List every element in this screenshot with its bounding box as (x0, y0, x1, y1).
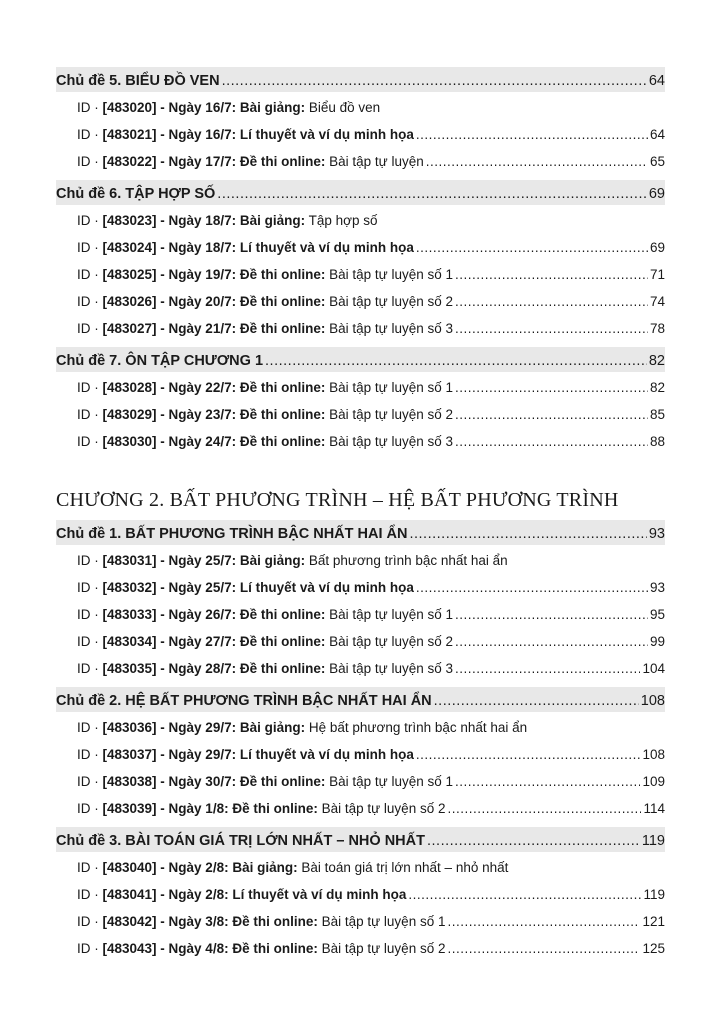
page-number: 69 (648, 186, 665, 202)
leader-dots (447, 941, 640, 956)
leader-dots (455, 321, 648, 336)
page-number: 114 (643, 801, 665, 816)
leader-dots (416, 127, 648, 142)
toc-entry: ID · [483035] - Ngày 28/7: Đề thi online: Bài tập tự luyện số 3 ..... 104 (56, 653, 665, 680)
topic-heading (56, 687, 665, 712)
page-number: 71 (649, 267, 665, 282)
topic-group (56, 687, 665, 820)
toc-entry: ID · [483030] - Ngày 24/7: Đề thi online: Bài tập tự luyện số 3 ..... 88 (56, 426, 665, 453)
toc-entry: ID · [483028] - Ngày 22/7: Đề thi online: Bài tập tự luyện số 1 ..... 82 (56, 372, 665, 399)
toc-entry: ID · [483032] - Ngày 25/7: Lí thuyết và ví dụ minh họa ..... 93 (56, 572, 665, 599)
page-number: 65 (649, 154, 665, 169)
page-number: 93 (649, 580, 665, 595)
leader-dots (455, 267, 648, 282)
leader-dots (455, 661, 640, 676)
topic-heading (56, 347, 665, 372)
leader-dots (447, 914, 640, 929)
topic-heading (56, 180, 665, 205)
page-number: 74 (649, 294, 665, 309)
topic-label: Chủ đề 2. HỆ BẤT PHƯƠNG TRÌNH BẬC NHẤT HAI ẨN (56, 693, 432, 709)
page-number: 88 (649, 434, 665, 449)
table-of-contents (56, 67, 665, 967)
leader-dots (455, 634, 648, 649)
page-number: 64 (649, 127, 665, 142)
leader-dots (427, 833, 640, 849)
toc-entry: ID · [483033] - Ngày 26/7: Đề thi online: Bài tập tự luyện số 1 ..... 95 (56, 599, 665, 626)
page-number: 93 (648, 526, 665, 542)
chapter-heading: CHƯƠNG 2. BẤT PHƯƠNG TRÌNH – HỆ BẤT PHƯƠNG TRÌNH (56, 489, 619, 511)
toc-entry: ID · [483029] - Ngày 23/7: Đề thi online: Bài tập tự luyện số 2 ..... 85 (56, 399, 665, 426)
leader-dots (455, 607, 648, 622)
page-number: 82 (648, 353, 665, 369)
leader-dots (217, 186, 647, 202)
page-number: 104 (642, 661, 665, 676)
leader-dots (447, 801, 641, 816)
leader-dots (455, 407, 648, 422)
leader-dots (416, 580, 648, 595)
toc-entry: ID · [483041] - Ngày 2/8: Lí thuyết và ví dụ minh họa ..... 119 (56, 879, 665, 906)
toc-entry: ID · [483020] - Ngày 16/7: Bài giảng: Biểu đồ ven (77, 100, 381, 115)
page-number: 121 (642, 914, 665, 929)
topic-label: Chủ đề 1. BẤT PHƯƠNG TRÌNH BẬC NHẤT HAI ẨN (56, 526, 408, 542)
toc-entry: ID · [483040] - Ngày 2/8: Bài giảng: Bài toán giá trị lớn nhất – nhỏ nhất (77, 860, 509, 875)
toc-entry: ID · [483022] - Ngày 17/7: Đề thi online: Bài tập tự luyện ..... 65 (56, 146, 665, 173)
toc-entry: ID · [483042] - Ngày 3/8: Đề thi online: Bài tập tự luyện số 1 ..... 121 (56, 906, 665, 933)
leader-dots (416, 747, 641, 762)
toc-entry: ID · [483025] - Ngày 19/7: Đề thi online: Bài tập tự luyện số 1 ..... 71 (56, 259, 665, 286)
page-number: 119 (641, 833, 665, 849)
toc-entry: ID · [483037] - Ngày 29/7: Lí thuyết và ví dụ minh họa ..... 108 (56, 739, 665, 766)
leader-dots (222, 73, 647, 89)
leader-dots (455, 380, 648, 395)
page-number: 109 (642, 774, 665, 789)
topic-group (56, 347, 665, 453)
topic-heading (56, 520, 665, 545)
topic-label: Chủ đề 3. BÀI TOÁN GIÁ TRỊ LỚN NHẤT – NHỎ NHẤT (56, 833, 425, 849)
page-number: 99 (649, 634, 665, 649)
toc-entry: ID · [483038] - Ngày 30/7: Đề thi online: Bài tập tự luyện số 1 ..... 109 (56, 766, 665, 793)
leader-dots (434, 693, 639, 709)
page-number: 69 (649, 240, 665, 255)
page-number: 125 (642, 941, 665, 956)
topic-group (56, 827, 665, 960)
page-number: 119 (643, 887, 665, 902)
topic-group (56, 180, 665, 340)
page-number: 64 (648, 73, 665, 89)
toc-entry: ID · [483021] - Ngày 16/7: Lí thuyết và ví dụ minh họa ..... 64 (56, 119, 665, 146)
leader-dots (455, 294, 648, 309)
page-number: 78 (649, 321, 665, 336)
leader-dots (265, 353, 647, 369)
toc-entry: ID · [483031] - Ngày 25/7: Bài giảng: Bất phương trình bậc nhất hai ẩn (77, 553, 508, 568)
toc-entry: ID · [483034] - Ngày 27/7: Đề thi online: Bài tập tự luyện số 2 ..... 99 (56, 626, 665, 653)
toc-entry: ID · [483024] - Ngày 18/7: Lí thuyết và ví dụ minh họa ..... 69 (56, 232, 665, 259)
topic-label: Chủ đề 5. BIỂU ĐỒ VEN (56, 73, 220, 89)
page-number: 82 (649, 380, 665, 395)
leader-dots (416, 240, 648, 255)
toc-entry: ID · [483027] - Ngày 21/7: Đề thi online: Bài tập tự luyện số 3 ..... 78 (56, 313, 665, 340)
toc-entry: ID · [483036] - Ngày 29/7: Bài giảng: Hệ bất phương trình bậc nhất hai ẩn (77, 720, 528, 735)
page-number: 108 (640, 693, 665, 709)
page-number: 108 (642, 747, 665, 762)
page-number: 95 (649, 607, 665, 622)
toc-entry: ID · [483023] - Ngày 18/7: Bài giảng: Tập hợp số (77, 213, 378, 228)
leader-dots (408, 887, 641, 902)
toc-entry: ID · [483043] - Ngày 4/8: Đề thi online: Bài tập tự luyện số 2 ..... 125 (56, 933, 665, 960)
topic-label: Chủ đề 7. ÔN TẬP CHƯƠNG 1 (56, 353, 264, 369)
page-number: 85 (649, 407, 665, 422)
topic-label: Chủ đề 6. TẬP HỢP SỐ (56, 186, 216, 202)
topic-group (56, 520, 665, 680)
leader-dots (426, 154, 648, 169)
leader-dots (409, 526, 646, 542)
leader-dots (455, 434, 648, 449)
leader-dots (455, 774, 640, 789)
topic-group (56, 67, 665, 173)
toc-entry: ID · [483026] - Ngày 20/7: Đề thi online: Bài tập tự luyện số 2 ..... 74 (56, 286, 665, 313)
toc-entry: ID · [483039] - Ngày 1/8: Đề thi online: Bài tập tự luyện số 2 ..... 114 (56, 793, 665, 820)
topic-heading (56, 67, 665, 92)
topic-heading (56, 827, 665, 852)
